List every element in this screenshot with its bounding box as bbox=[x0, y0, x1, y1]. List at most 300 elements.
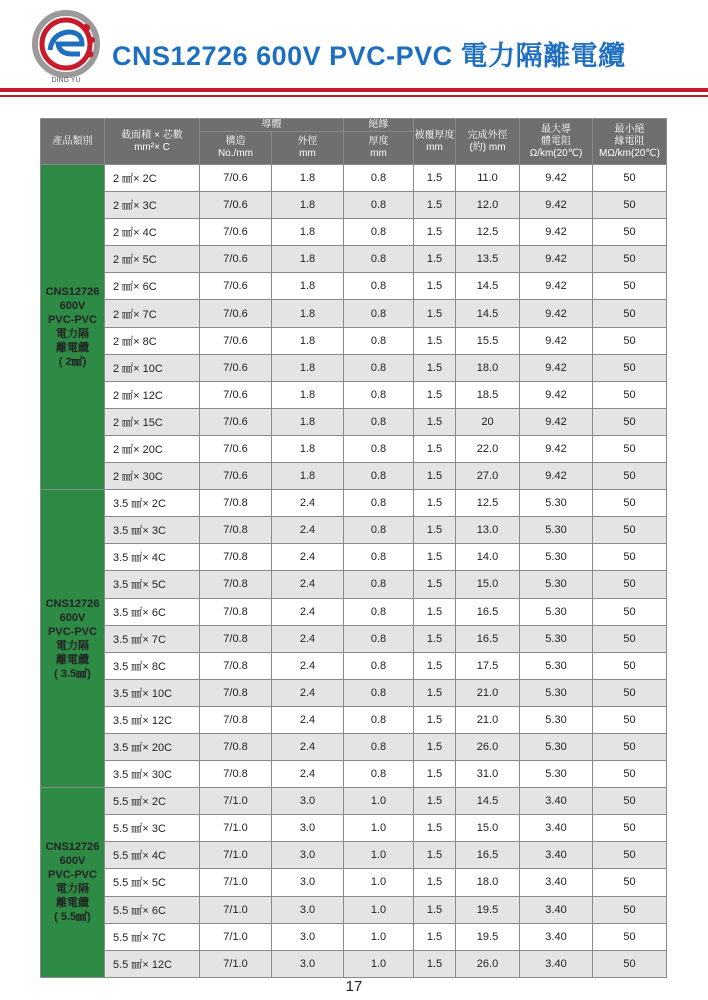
resistance-cell: 9.42 bbox=[520, 246, 593, 273]
header-outer-diameter: 外徑 mm bbox=[272, 132, 344, 165]
insulation-resistance-cell: 50 bbox=[593, 950, 667, 977]
construction-cell: 7/0.8 bbox=[200, 517, 272, 544]
size-cell: 2 ㎟× 3C bbox=[105, 192, 200, 219]
category-line: 離電纜 bbox=[56, 342, 89, 355]
size-cell: 2 ㎟× 7C bbox=[105, 300, 200, 327]
overall-diameter-cell: 13.0 bbox=[456, 517, 520, 544]
construction-cell: 7/1.0 bbox=[200, 815, 272, 842]
construction-cell: 7/0.8 bbox=[200, 706, 272, 733]
outer-diameter-cell: 2.4 bbox=[272, 571, 344, 598]
insulation-resistance-cell: 50 bbox=[593, 273, 667, 300]
thickness-cell: 0.8 bbox=[344, 273, 414, 300]
table-row bbox=[41, 733, 667, 760]
table-row bbox=[41, 490, 667, 517]
size-cell: 2 ㎟× 10C bbox=[105, 354, 200, 381]
insulation-resistance-cell: 50 bbox=[593, 815, 667, 842]
size-cell: 2 ㎟× 30C bbox=[105, 463, 200, 490]
category-line: 離電纜 bbox=[56, 897, 89, 910]
insulation-resistance-cell: 50 bbox=[593, 490, 667, 517]
thickness-cell: 0.8 bbox=[344, 544, 414, 571]
table-row bbox=[41, 354, 667, 381]
thickness-cell: 0.8 bbox=[344, 408, 414, 435]
resistance-cell: 9.42 bbox=[520, 381, 593, 408]
overall-diameter-cell: 12.5 bbox=[456, 219, 520, 246]
overall-diameter-cell: 14.5 bbox=[456, 300, 520, 327]
overall-diameter-cell: 11.0 bbox=[456, 165, 520, 192]
resistance-cell: 9.42 bbox=[520, 219, 593, 246]
sheath-cell: 1.5 bbox=[414, 246, 456, 273]
construction-cell: 7/0.6 bbox=[200, 165, 272, 192]
size-cell: 3.5 ㎟× 12C bbox=[105, 706, 200, 733]
insulation-resistance-cell: 50 bbox=[593, 652, 667, 679]
construction-cell: 7/0.6 bbox=[200, 219, 272, 246]
overall-diameter-cell: 12.5 bbox=[456, 490, 520, 517]
sheath-cell: 1.5 bbox=[414, 950, 456, 977]
resistance-cell: 3.40 bbox=[520, 923, 593, 950]
construction-cell: 7/0.6 bbox=[200, 327, 272, 354]
thickness-cell: 0.8 bbox=[344, 706, 414, 733]
sheath-cell: 1.5 bbox=[414, 463, 456, 490]
category-cell bbox=[41, 165, 105, 490]
outer-diameter-cell: 3.0 bbox=[272, 923, 344, 950]
outer-diameter-cell: 3.0 bbox=[272, 869, 344, 896]
category-line: ( 3.5㎟) bbox=[54, 667, 91, 680]
table-row bbox=[41, 571, 667, 598]
thickness-cell: 1.0 bbox=[344, 896, 414, 923]
resistance-cell: 5.30 bbox=[520, 652, 593, 679]
table-row bbox=[41, 869, 667, 896]
construction-cell: 7/1.0 bbox=[200, 950, 272, 977]
insulation-resistance-cell: 50 bbox=[593, 192, 667, 219]
insulation-resistance-cell: 50 bbox=[593, 923, 667, 950]
overall-diameter-cell: 16.5 bbox=[456, 598, 520, 625]
thickness-cell: 1.0 bbox=[344, 923, 414, 950]
resistance-cell: 9.42 bbox=[520, 192, 593, 219]
sheath-cell: 1.5 bbox=[414, 300, 456, 327]
header-insulation: 絕緣 bbox=[344, 119, 414, 132]
outer-diameter-cell: 1.8 bbox=[272, 219, 344, 246]
outer-diameter-cell: 1.8 bbox=[272, 463, 344, 490]
outer-diameter-cell: 2.4 bbox=[272, 679, 344, 706]
table-row bbox=[41, 950, 667, 977]
insulation-resistance-cell: 50 bbox=[593, 435, 667, 462]
header-resistance: 最大導 體電阻 Ω/km(20℃) bbox=[520, 119, 593, 165]
sheath-cell: 1.5 bbox=[414, 219, 456, 246]
size-cell: 2 ㎟× 20C bbox=[105, 435, 200, 462]
size-cell: 3.5 ㎟× 30C bbox=[105, 761, 200, 788]
header-rule bbox=[0, 88, 708, 92]
company-logo bbox=[30, 10, 102, 84]
size-cell: 5.5 ㎟× 4C bbox=[105, 842, 200, 869]
size-cell: 2 ㎟× 8C bbox=[105, 327, 200, 354]
overall-diameter-cell: 19.5 bbox=[456, 923, 520, 950]
outer-diameter-cell: 1.8 bbox=[272, 327, 344, 354]
resistance-cell: 3.40 bbox=[520, 815, 593, 842]
resistance-cell: 3.40 bbox=[520, 788, 593, 815]
category-line: CNS12726 bbox=[45, 597, 100, 610]
thickness-cell: 0.8 bbox=[344, 679, 414, 706]
insulation-resistance-cell: 50 bbox=[593, 544, 667, 571]
construction-cell: 7/0.6 bbox=[200, 273, 272, 300]
sheath-cell: 1.5 bbox=[414, 815, 456, 842]
construction-cell: 7/0.6 bbox=[200, 381, 272, 408]
size-cell: 3.5 ㎟× 2C bbox=[105, 490, 200, 517]
outer-diameter-cell: 1.8 bbox=[272, 381, 344, 408]
header-overall-diameter: 完成外徑 (約) mm bbox=[456, 119, 520, 165]
insulation-resistance-cell: 50 bbox=[593, 733, 667, 760]
insulation-resistance-cell: 50 bbox=[593, 761, 667, 788]
overall-diameter-cell: 15.5 bbox=[456, 327, 520, 354]
construction-cell: 7/1.0 bbox=[200, 923, 272, 950]
construction-cell: 7/1.0 bbox=[200, 788, 272, 815]
outer-diameter-cell: 3.0 bbox=[272, 788, 344, 815]
table-row bbox=[41, 923, 667, 950]
resistance-cell: 5.30 bbox=[520, 571, 593, 598]
size-cell: 3.5 ㎟× 20C bbox=[105, 733, 200, 760]
outer-diameter-cell: 2.4 bbox=[272, 652, 344, 679]
sheath-cell: 1.5 bbox=[414, 788, 456, 815]
size-cell: 3.5 ㎟× 5C bbox=[105, 571, 200, 598]
construction-cell: 7/0.8 bbox=[200, 761, 272, 788]
outer-diameter-cell: 3.0 bbox=[272, 842, 344, 869]
outer-diameter-cell: 2.4 bbox=[272, 761, 344, 788]
size-cell: 3.5 ㎟× 8C bbox=[105, 652, 200, 679]
size-cell: 2 ㎟× 15C bbox=[105, 408, 200, 435]
page-number: 17 bbox=[345, 978, 363, 995]
header-conductor: 導體 bbox=[200, 119, 344, 132]
category-line: PVC-PVC bbox=[48, 625, 97, 638]
category-line: CNS12726 bbox=[45, 841, 100, 854]
size-cell: 2 ㎟× 2C bbox=[105, 165, 200, 192]
sheath-cell: 1.5 bbox=[414, 869, 456, 896]
sheath-cell: 1.5 bbox=[414, 381, 456, 408]
overall-diameter-cell: 27.0 bbox=[456, 463, 520, 490]
construction-cell: 7/0.6 bbox=[200, 300, 272, 327]
table-row bbox=[41, 706, 667, 733]
category-line: ( 2㎟) bbox=[58, 356, 87, 369]
resistance-cell: 5.30 bbox=[520, 598, 593, 625]
construction-cell: 7/1.0 bbox=[200, 896, 272, 923]
table-row bbox=[41, 652, 667, 679]
insulation-resistance-cell: 50 bbox=[593, 381, 667, 408]
construction-cell: 7/0.8 bbox=[200, 625, 272, 652]
insulation-resistance-cell: 50 bbox=[593, 463, 667, 490]
overall-diameter-cell: 12.0 bbox=[456, 192, 520, 219]
category-line: 600V bbox=[59, 300, 86, 313]
insulation-resistance-cell: 50 bbox=[593, 788, 667, 815]
resistance-cell: 5.30 bbox=[520, 490, 593, 517]
construction-cell: 7/0.6 bbox=[200, 463, 272, 490]
table-row bbox=[41, 544, 667, 571]
outer-diameter-cell: 1.8 bbox=[272, 246, 344, 273]
logo-text: DING YU bbox=[51, 77, 81, 84]
table-row bbox=[41, 273, 667, 300]
sheath-cell: 1.5 bbox=[414, 652, 456, 679]
table-row bbox=[41, 408, 667, 435]
resistance-cell: 5.30 bbox=[520, 761, 593, 788]
sheath-cell: 1.5 bbox=[414, 923, 456, 950]
thickness-cell: 0.8 bbox=[344, 435, 414, 462]
table-row bbox=[41, 517, 667, 544]
thickness-cell: 0.8 bbox=[344, 381, 414, 408]
insulation-resistance-cell: 50 bbox=[593, 408, 667, 435]
overall-diameter-cell: 14.5 bbox=[456, 273, 520, 300]
size-cell: 2 ㎟× 4C bbox=[105, 219, 200, 246]
sheath-cell: 1.5 bbox=[414, 165, 456, 192]
sheath-cell: 1.5 bbox=[414, 625, 456, 652]
outer-diameter-cell: 2.4 bbox=[272, 517, 344, 544]
construction-cell: 7/0.8 bbox=[200, 544, 272, 571]
overall-diameter-cell: 18.5 bbox=[456, 381, 520, 408]
category-line: 電力隔 bbox=[56, 883, 89, 896]
size-cell: 3.5 ㎟× 4C bbox=[105, 544, 200, 571]
sheath-cell: 1.5 bbox=[414, 517, 456, 544]
overall-diameter-cell: 13.5 bbox=[456, 246, 520, 273]
thickness-cell: 0.8 bbox=[344, 517, 414, 544]
construction-cell: 7/0.6 bbox=[200, 408, 272, 435]
thickness-cell: 0.8 bbox=[344, 761, 414, 788]
insulation-resistance-cell: 50 bbox=[593, 571, 667, 598]
table-row bbox=[41, 327, 667, 354]
outer-diameter-cell: 2.4 bbox=[272, 625, 344, 652]
table-row bbox=[41, 625, 667, 652]
overall-diameter-cell: 26.0 bbox=[456, 733, 520, 760]
size-cell: 5.5 ㎟× 2C bbox=[105, 788, 200, 815]
outer-diameter-cell: 1.8 bbox=[272, 273, 344, 300]
table-row bbox=[41, 435, 667, 462]
header-construction: 構造 No./mm bbox=[200, 132, 272, 165]
category-cell bbox=[41, 788, 105, 978]
thickness-cell: 1.0 bbox=[344, 950, 414, 977]
construction-cell: 7/0.8 bbox=[200, 571, 272, 598]
resistance-cell: 5.30 bbox=[520, 733, 593, 760]
insulation-resistance-cell: 50 bbox=[593, 598, 667, 625]
category-line: 離電纜 bbox=[56, 653, 89, 666]
resistance-cell: 5.30 bbox=[520, 625, 593, 652]
thickness-cell: 0.8 bbox=[344, 354, 414, 381]
construction-cell: 7/0.8 bbox=[200, 490, 272, 517]
resistance-cell: 9.42 bbox=[520, 165, 593, 192]
header-sheath: 被覆厚度 mm bbox=[414, 119, 456, 165]
category-line: 600V bbox=[59, 611, 86, 624]
resistance-cell: 9.42 bbox=[520, 300, 593, 327]
thickness-cell: 0.8 bbox=[344, 246, 414, 273]
sheath-cell: 1.5 bbox=[414, 842, 456, 869]
overall-diameter-cell: 15.0 bbox=[456, 815, 520, 842]
sheath-cell: 1.5 bbox=[414, 896, 456, 923]
table-row bbox=[41, 788, 667, 815]
table-row bbox=[41, 192, 667, 219]
category-line: 電力隔 bbox=[56, 328, 89, 341]
size-cell: 2 ㎟× 12C bbox=[105, 381, 200, 408]
sheath-cell: 1.5 bbox=[414, 327, 456, 354]
sheath-cell: 1.5 bbox=[414, 679, 456, 706]
overall-diameter-cell: 15.0 bbox=[456, 571, 520, 598]
construction-cell: 7/0.6 bbox=[200, 354, 272, 381]
thickness-cell: 0.8 bbox=[344, 327, 414, 354]
size-cell: 3.5 ㎟× 6C bbox=[105, 598, 200, 625]
overall-diameter-cell: 21.0 bbox=[456, 679, 520, 706]
header-thickness: 厚度 mm bbox=[344, 132, 414, 165]
page-title: CNS12726 600V PVC-PVC 電力隔離電纜 bbox=[112, 41, 626, 71]
sheath-cell: 1.5 bbox=[414, 435, 456, 462]
outer-diameter-cell: 3.0 bbox=[272, 815, 344, 842]
construction-cell: 7/1.0 bbox=[200, 869, 272, 896]
outer-diameter-cell: 2.4 bbox=[272, 598, 344, 625]
thickness-cell: 0.8 bbox=[344, 300, 414, 327]
insulation-resistance-cell: 50 bbox=[593, 165, 667, 192]
resistance-cell: 3.40 bbox=[520, 869, 593, 896]
resistance-cell: 5.30 bbox=[520, 706, 593, 733]
header-insulation-resistance: 最小絕 緣電阻 MΩ/km(20℃) bbox=[593, 119, 667, 165]
insulation-resistance-cell: 50 bbox=[593, 706, 667, 733]
thickness-cell: 0.8 bbox=[344, 219, 414, 246]
overall-diameter-cell: 20 bbox=[456, 408, 520, 435]
table-row bbox=[41, 842, 667, 869]
table-row bbox=[41, 165, 667, 192]
resistance-cell: 9.42 bbox=[520, 435, 593, 462]
insulation-resistance-cell: 50 bbox=[593, 354, 667, 381]
resistance-cell: 5.30 bbox=[520, 544, 593, 571]
outer-diameter-cell: 2.4 bbox=[272, 706, 344, 733]
resistance-cell: 9.42 bbox=[520, 463, 593, 490]
overall-diameter-cell: 17.5 bbox=[456, 652, 520, 679]
sheath-cell: 1.5 bbox=[414, 408, 456, 435]
insulation-resistance-cell: 50 bbox=[593, 869, 667, 896]
outer-diameter-cell: 1.8 bbox=[272, 300, 344, 327]
insulation-resistance-cell: 50 bbox=[593, 246, 667, 273]
construction-cell: 7/0.6 bbox=[200, 192, 272, 219]
header-category: 產品類別 bbox=[41, 119, 105, 165]
sheath-cell: 1.5 bbox=[414, 544, 456, 571]
insulation-resistance-cell: 50 bbox=[593, 896, 667, 923]
construction-cell: 7/0.8 bbox=[200, 733, 272, 760]
overall-diameter-cell: 18.0 bbox=[456, 869, 520, 896]
insulation-resistance-cell: 50 bbox=[593, 219, 667, 246]
outer-diameter-cell: 3.0 bbox=[272, 896, 344, 923]
category-line: PVC-PVC bbox=[48, 314, 97, 327]
insulation-resistance-cell: 50 bbox=[593, 327, 667, 354]
size-cell: 3.5 ㎟× 10C bbox=[105, 679, 200, 706]
thickness-cell: 1.0 bbox=[344, 869, 414, 896]
construction-cell: 7/0.8 bbox=[200, 652, 272, 679]
overall-diameter-cell: 31.0 bbox=[456, 761, 520, 788]
overall-diameter-cell: 14.5 bbox=[456, 788, 520, 815]
resistance-cell: 9.42 bbox=[520, 408, 593, 435]
resistance-cell: 9.42 bbox=[520, 327, 593, 354]
outer-diameter-cell: 3.0 bbox=[272, 950, 344, 977]
table-row bbox=[41, 300, 667, 327]
thickness-cell: 0.8 bbox=[344, 652, 414, 679]
construction-cell: 7/0.6 bbox=[200, 435, 272, 462]
table-row bbox=[41, 381, 667, 408]
outer-diameter-cell: 1.8 bbox=[272, 165, 344, 192]
overall-diameter-cell: 22.0 bbox=[456, 435, 520, 462]
sheath-cell: 1.5 bbox=[414, 354, 456, 381]
resistance-cell: 3.40 bbox=[520, 896, 593, 923]
insulation-resistance-cell: 50 bbox=[593, 842, 667, 869]
category-line: PVC-PVC bbox=[48, 869, 97, 882]
category-line: 電力隔 bbox=[56, 639, 89, 652]
resistance-cell: 3.40 bbox=[520, 950, 593, 977]
thickness-cell: 0.8 bbox=[344, 733, 414, 760]
insulation-resistance-cell: 50 bbox=[593, 517, 667, 544]
table-row bbox=[41, 246, 667, 273]
overall-diameter-cell: 18.0 bbox=[456, 354, 520, 381]
size-cell: 5.5 ㎟× 12C bbox=[105, 950, 200, 977]
outer-diameter-cell: 1.8 bbox=[272, 354, 344, 381]
sheath-cell: 1.5 bbox=[414, 571, 456, 598]
size-cell: 3.5 ㎟× 7C bbox=[105, 625, 200, 652]
size-cell: 5.5 ㎟× 5C bbox=[105, 869, 200, 896]
overall-diameter-cell: 21.0 bbox=[456, 706, 520, 733]
thickness-cell: 0.8 bbox=[344, 463, 414, 490]
thickness-cell: 1.0 bbox=[344, 842, 414, 869]
size-cell: 5.5 ㎟× 3C bbox=[105, 815, 200, 842]
header-rule-thin bbox=[0, 95, 708, 97]
outer-diameter-cell: 2.4 bbox=[272, 544, 344, 571]
thickness-cell: 0.8 bbox=[344, 571, 414, 598]
outer-diameter-cell: 1.8 bbox=[272, 408, 344, 435]
size-cell: 5.5 ㎟× 6C bbox=[105, 896, 200, 923]
thickness-cell: 1.0 bbox=[344, 815, 414, 842]
insulation-resistance-cell: 50 bbox=[593, 300, 667, 327]
overall-diameter-cell: 16.5 bbox=[456, 842, 520, 869]
insulation-resistance-cell: 50 bbox=[593, 679, 667, 706]
outer-diameter-cell: 2.4 bbox=[272, 733, 344, 760]
size-cell: 5.5 ㎟× 7C bbox=[105, 923, 200, 950]
construction-cell: 7/0.8 bbox=[200, 598, 272, 625]
sheath-cell: 1.5 bbox=[414, 761, 456, 788]
thickness-cell: 0.8 bbox=[344, 598, 414, 625]
sheath-cell: 1.5 bbox=[414, 273, 456, 300]
size-cell: 2 ㎟× 5C bbox=[105, 246, 200, 273]
resistance-cell: 9.42 bbox=[520, 273, 593, 300]
spec-table bbox=[40, 118, 667, 978]
size-cell: 2 ㎟× 6C bbox=[105, 273, 200, 300]
sheath-cell: 1.5 bbox=[414, 490, 456, 517]
table-row bbox=[41, 219, 667, 246]
sheath-cell: 1.5 bbox=[414, 598, 456, 625]
insulation-resistance-cell: 50 bbox=[593, 625, 667, 652]
construction-cell: 7/0.6 bbox=[200, 246, 272, 273]
outer-diameter-cell: 1.8 bbox=[272, 192, 344, 219]
resistance-cell: 3.40 bbox=[520, 842, 593, 869]
sheath-cell: 1.5 bbox=[414, 733, 456, 760]
resistance-cell: 9.42 bbox=[520, 354, 593, 381]
overall-diameter-cell: 14.0 bbox=[456, 544, 520, 571]
outer-diameter-cell: 2.4 bbox=[272, 490, 344, 517]
table-row bbox=[41, 815, 667, 842]
table-row bbox=[41, 598, 667, 625]
category-line: CNS12726 bbox=[45, 286, 100, 299]
construction-cell: 7/0.8 bbox=[200, 679, 272, 706]
resistance-cell: 5.30 bbox=[520, 679, 593, 706]
thickness-cell: 0.8 bbox=[344, 625, 414, 652]
outer-diameter-cell: 1.8 bbox=[272, 435, 344, 462]
construction-cell: 7/1.0 bbox=[200, 842, 272, 869]
table-row bbox=[41, 679, 667, 706]
overall-diameter-cell: 16.5 bbox=[456, 625, 520, 652]
thickness-cell: 0.8 bbox=[344, 165, 414, 192]
thickness-cell: 0.8 bbox=[344, 490, 414, 517]
overall-diameter-cell: 19.5 bbox=[456, 896, 520, 923]
table-row bbox=[41, 761, 667, 788]
sheath-cell: 1.5 bbox=[414, 706, 456, 733]
table-row bbox=[41, 896, 667, 923]
overall-diameter-cell: 26.0 bbox=[456, 950, 520, 977]
resistance-cell: 5.30 bbox=[520, 517, 593, 544]
